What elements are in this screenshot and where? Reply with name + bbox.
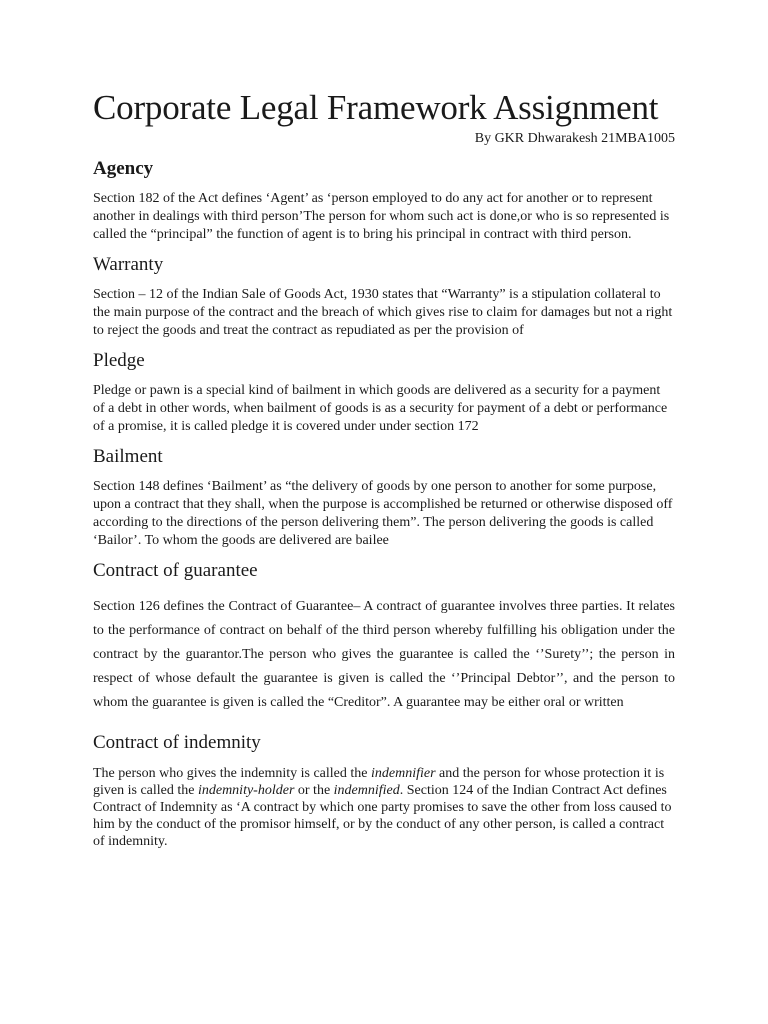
section-body: Section 148 defines ‘Bailment’ as “the delivery of goods by one person to another for some purpose, upon a contract that they shall, when the purpose is accomplished be returned or otherwise disposed off according to the directions of the person delivering them”. The person delivering the goods is called ‘Bailor’. To whom the goods are delivered are bailee: [93, 479, 673, 548]
term-indemnity-holder: indemnity-holder: [197, 783, 295, 798]
section-pledge: [93, 349, 675, 436]
section-agency: [93, 157, 675, 244]
body-text: The person who gives the indemnity is called the: [93, 766, 371, 781]
body-text: and the person for whose protection it is given is called the: [93, 766, 665, 798]
section-contract-of-guarantee: [93, 559, 675, 715]
author-byline: By GKR Dhwarakesh 21MBA1005: [474, 131, 675, 146]
section-bailment: [93, 445, 675, 550]
section-warranty: [93, 253, 675, 340]
section-heading: Contract of guarantee: [93, 560, 258, 581]
section-body: Section – 12 of the Indian Sale of Goods Act, 1930 states that “Warranty” is a stipulation collateral to the main purpose of the contract and the breach of which gives rise to claim for damages but not a right to reject the goods and treat the contract as repudiated as per the provision of: [93, 287, 673, 338]
document-title: Corporate Legal Framework Assignment: [93, 88, 659, 127]
section-heading: Bailment: [93, 446, 163, 467]
section-body: Section 182 of the Act defines ‘Agent’ as ‘person employed to do any act for another or to represent another in dealings with third person’The person for whom such act is done,or who is so represented is called the “principal” the function of agent is to bring his principal in contract with third person.: [93, 191, 670, 242]
body-text: or the: [294, 783, 334, 798]
section-heading: Pledge: [93, 350, 145, 371]
term-indemnifier: indemnifier: [371, 766, 436, 781]
section-body: [93, 765, 675, 850]
section-contract-of-indemnity: [93, 731, 675, 850]
section-body: Pledge or pawn is a special kind of bailment in which goods are delivered as a security for a payment of a debt in other words, when bailment of goods is as a security for payment of a debt or performance of a promise, it is called pledge it is covered under under section 172: [93, 383, 668, 434]
section-body: Section 126 defines the Contract of Guarantee– A contract of guarantee involves three parties. It relates to the performance of contract on behalf of the third person whereby fulfilling his obligation under the contract by the guarantor.The person who gives the guarantee is called the ‘’Surety’’; the person in respect of whose default the guarantee is given is called the ‘’Principal Debtor’’, and the person to whom the guarantee is given is called the “Creditor”. A guarantee may be either oral or written: [93, 599, 675, 710]
section-heading: Agency: [93, 158, 154, 179]
section-heading: Warranty: [93, 254, 164, 275]
document-page: [93, 86, 675, 850]
term-indemnified: indemnified: [333, 783, 400, 798]
section-heading: Contract of indemnity: [93, 732, 261, 753]
body-text: . Section 124 of the Indian Contract Act defines Contract of Indemnity as ‘A contract by which one party promises to save the other from loss caused to him by the conduct of the promisor himself, or by the conduct of any other person, is called a contract of indemnity.: [93, 783, 672, 849]
